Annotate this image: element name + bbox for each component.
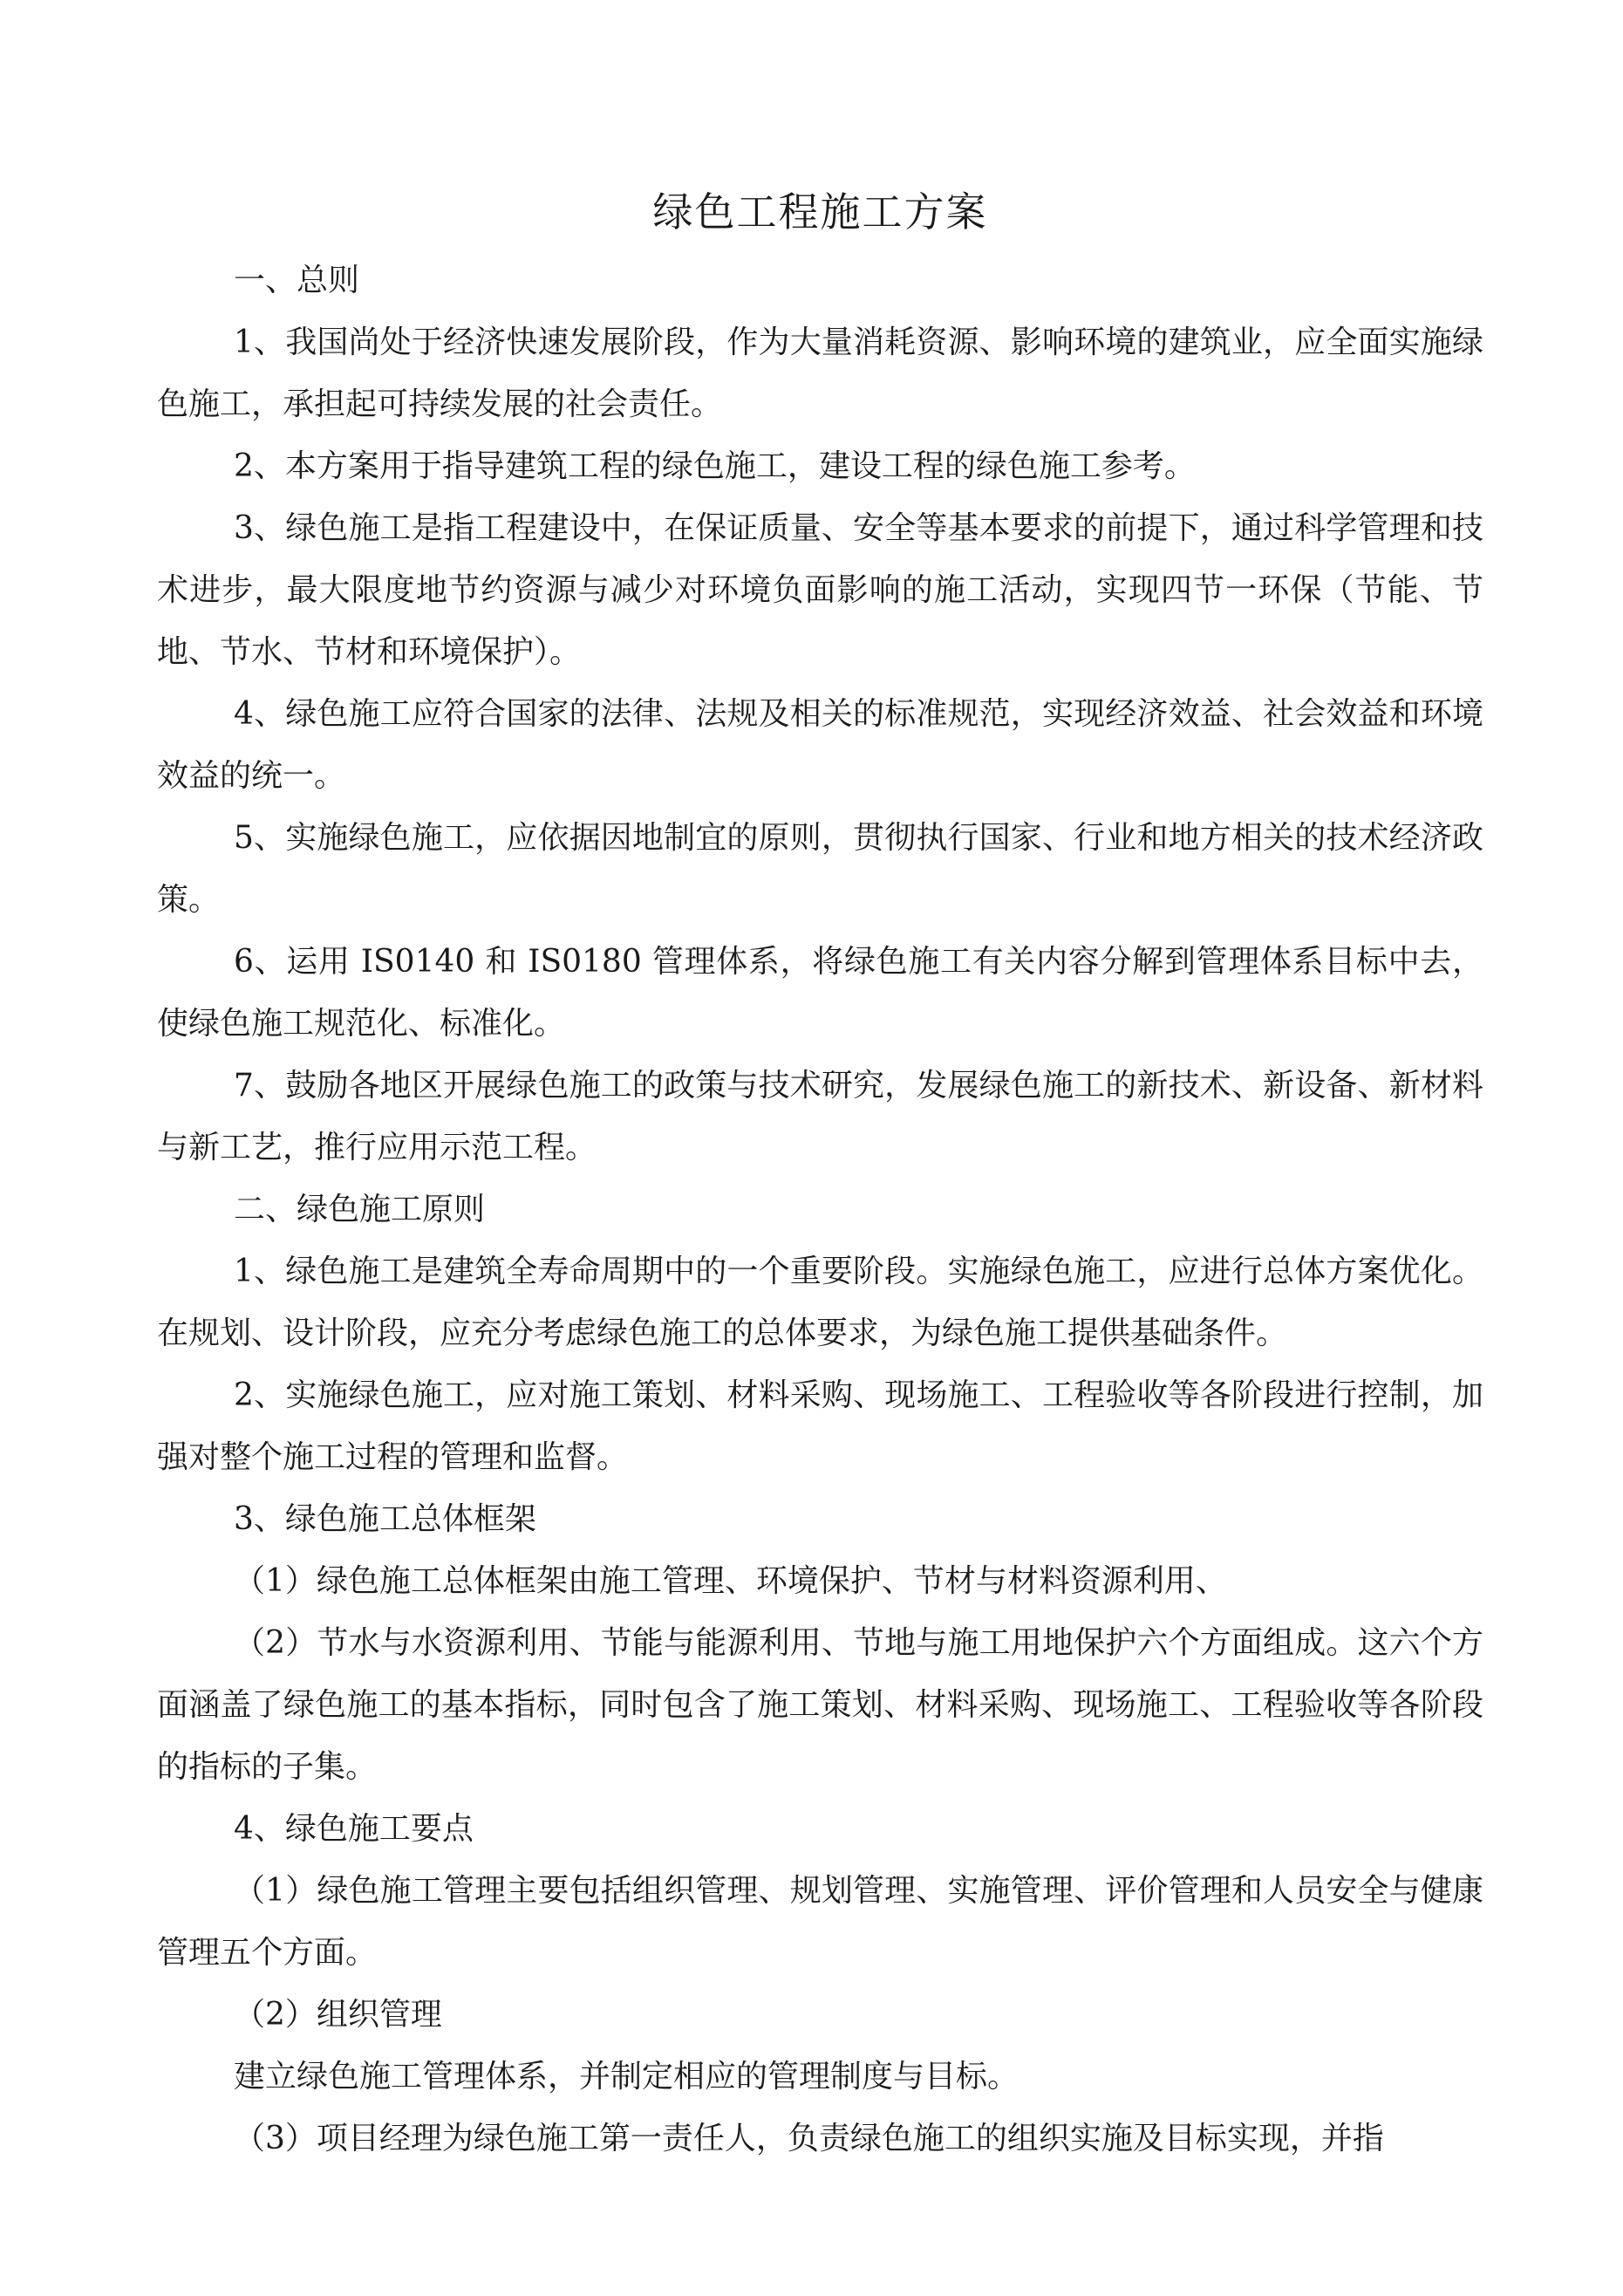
paragraph: 5、实施绿色施工，应依据因地制宜的原则，贯彻执行国家、行业和地方相关的技术经济政策。 (157, 820, 1483, 918)
paragraph: 6、运用 IS0140 和 IS0180 管理体系，将绿色施工有关内容分解到管理体系目标中去，使绿色施工规范化、标准化。 (157, 944, 1483, 1042)
paragraph: 4、绿色施工应符合国家的法律、法规及相关的标准规范，实现经济效益、社会效益和环境效益的统一。 (157, 696, 1483, 794)
paragraph: （2）组织管理 (234, 1997, 442, 2033)
paragraph: 二、绿色施工原则 (234, 1192, 486, 1227)
document-title: 绿色工程施工方案 (652, 188, 988, 236)
document-body (157, 249, 1483, 2170)
paragraph: 2、本方案用于指导建筑工程的绿色施工，建设工程的绿色施工参考。 (234, 448, 1196, 484)
paragraph: 1、我国尚处于经济快速发展阶段，作为大量消耗资源、影响环境的建筑业，应全面实施绿色施工，承担起可持续发展的社会责任。 (157, 325, 1483, 422)
paragraph: 2、实施绿色施工，应对施工策划、材料采购、现场施工、工程验收等各阶段进行控制，加强对整个施工过程的管理和监督。 (157, 1377, 1483, 1475)
paragraph: （1）绿色施工总体框架由施工管理、环境保护、节材与材料资源利用、 (234, 1563, 1227, 1599)
paragraph: 建立绿色施工管理体系，并制定相应的管理制度与目标。 (234, 2059, 1019, 2094)
paragraph: 3、绿色施工总体框架 (234, 1501, 536, 1537)
paragraph: 7、鼓励各地区开展绿色施工的政策与技术研究，发展绿色施工的新技术、新设备、新材料与新工艺，推行应用示范工程。 (157, 1068, 1483, 1165)
paragraph: （2）节水与水资源利用、节能与能源利用、节地与施工用地保护六个方面组成。这六个方面涵盖了绿色施工的基本指标，同时包含了施工策划、材料采购、现场施工、工程验收等各阶段的指标的子集。 (157, 1625, 1483, 1785)
paragraph: （1）绿色施工管理主要包括组织管理、规划管理、实施管理、评价管理和人员安全与健康管理五个方面。 (157, 1873, 1483, 1971)
paragraph: 4、绿色施工要点 (234, 1811, 474, 1847)
paragraph: 3、绿色施工是指工程建设中，在保证质量、安全等基本要求的前提下，通过科学管理和技术进步，最大限度地节约资源与减少对环境负面影响的施工活动，实现四节一环保（节能、节地、节水、节材和环境保护）。 (157, 510, 1483, 670)
document-page (157, 0, 1483, 2296)
paragraph: 一、总则 (234, 263, 360, 298)
paragraph: 1、绿色施工是建筑全寿命周期中的一个重要阶段。实施绿色施工，应进行总体方案优化。在规划、设计阶段，应充分考虑绿色施工的总体要求，为绿色施工提供基础条件。 (157, 1254, 1483, 1351)
paragraph: （3）项目经理为绿色施工第一责任人，负责绿色施工的组织实施及目标实现，并指 (234, 2121, 1384, 2156)
